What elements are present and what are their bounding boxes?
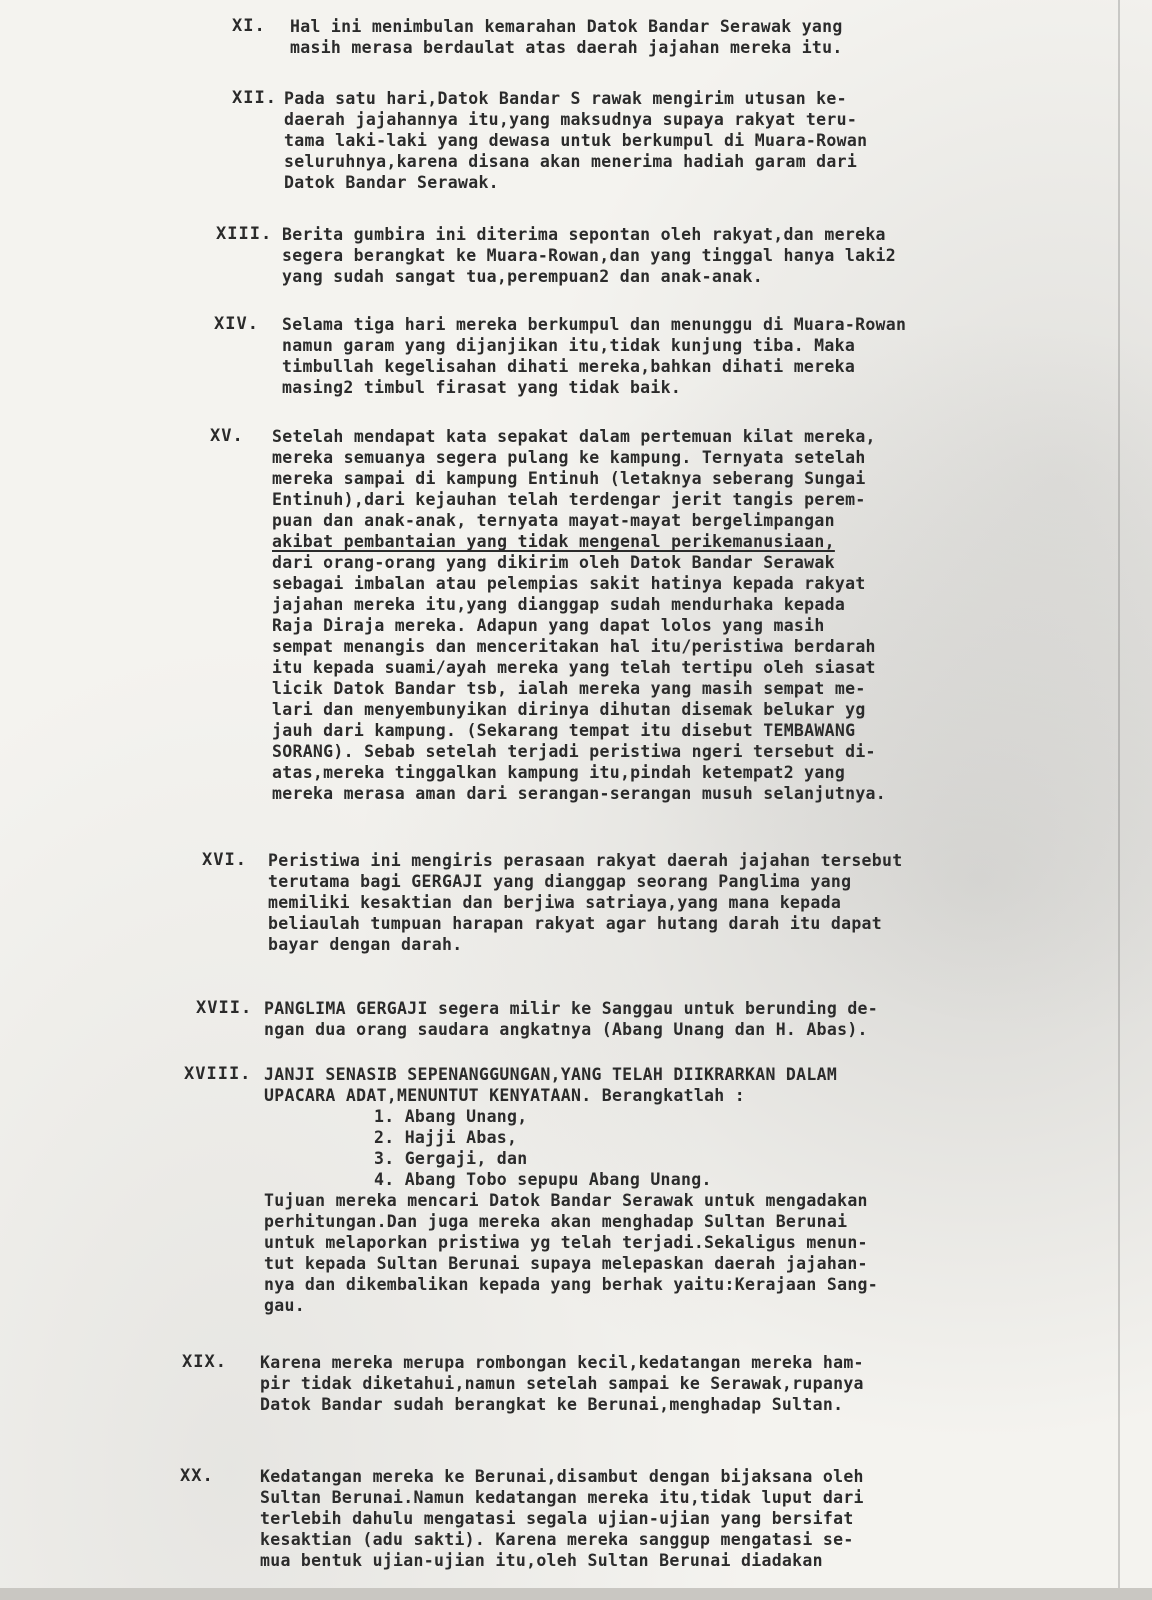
text-line: seluruhnya,karena disana akan menerima hadiah garam dari [284,152,858,171]
section-xiv [214,314,906,398]
text-line: Pada satu hari,Datok Bandar S rawak mengirim utusan ke- [284,89,847,108]
section-xvii [196,998,878,1040]
text-line: kesaktian (adu sakti). Karena mereka sanggup mengatasi se- [260,1530,854,1549]
text-line: terlebih dahulu mengatasi segala ujian-ujian yang bersifat [260,1509,854,1528]
text-line: JANJI SENASIB SEPENANGGUNGAN,YANG TELAH DIIKRARKAN DALAM [264,1065,838,1084]
text-line: tut kepada Sultan Berunai supaya melepaskan daerah jajahan- [264,1254,868,1273]
list-item: 2. Hajji Abas, [374,1128,518,1147]
text-line-underlined: akibat pembantaian yang tidak mengenal perikemanusiaan, [272,532,835,551]
text-line: licik Datok Bandar tsb, ialah mereka yang masih sempat me- [272,679,866,698]
text-line: sebagai imbalan atau pelempias sakit hatinya kepada rakyat [272,574,866,593]
text-line: pir tidak diketahui,namun setelah sampai ke Serawak,rupanya [260,1374,864,1393]
text-line: beliaulah tumpuan harapan rakyat agar hutang darah itu dapat [268,914,883,933]
text-line: bayar dengan darah. [268,935,463,954]
text-line: Karena mereka merupa rombongan kecil,kedatangan mereka ham- [260,1353,864,1372]
text-line: mereka merasa aman dari serangan-serangan musuh selanjutnya. [272,784,887,803]
section-number: XI. [232,16,266,36]
section-xiii [216,224,896,287]
text-line: memiliki kesaktian dan berjiwa satriaya,yang mana kepada [268,893,842,912]
text-line: Berita gumbira ini diterima sepontan oleh rakyat,dan mereka [282,225,886,244]
text-line: perhitungan.Dan juga mereka akan menghadap Sultan Berunai [264,1212,848,1231]
text-line: Kedatangan mereka ke Berunai,disambut dengan bijaksana oleh [260,1467,864,1486]
section-xx [180,1466,864,1571]
text-line: atas,mereka tinggalkan kampung itu,pindah ketempat2 yang [272,763,846,782]
text-line: Setelah mendapat kata sepakat dalam pertemuan kilat mereka, [272,427,876,446]
text-line: namun garam yang dijanjikan itu,tidak kunjung tiba. Maka [282,336,856,355]
text-line: Selama tiga hari mereka berkumpul dan menunggu di Muara-Rowan [282,315,907,334]
section-number: XVI. [202,850,247,870]
section-xviii [184,1064,878,1316]
text-line: Datok Bandar Serawak. [284,173,499,192]
text-line: segera berangkat ke Muara-Rowan,dan yang tinggal hanya laki2 [282,246,897,265]
text-line: Datok Bandar sudah berangkat ke Berunai,menghadap Sultan. [260,1395,844,1414]
section-number: XIX. [182,1352,227,1372]
text-line: Peristiwa ini mengiris perasaan rakyat daerah jajahan tersebut [268,851,903,870]
text-line: Raja Diraja mereka. Adapun yang dapat lolos yang masih [272,616,825,635]
list-item: 4. Abang Tobo sepupu Abang Unang. [374,1170,712,1189]
text-line: jajahan mereka itu,yang dianggap sudah mendurhaka kepada [272,595,846,614]
text-line: Sultan Berunai.Namun kedatangan mereka itu,tidak luput dari [260,1488,864,1507]
list-item: 3. Gergaji, dan [374,1149,528,1168]
text-line: ngan dua orang saudara angkatnya (Abang Unang dan H. Abas). [264,1020,868,1039]
text-line: yang sudah sangat tua,perempuan2 dan anak-anak. [282,267,763,286]
text-line: mua bentuk ujian-ujian itu,oleh Sultan Berunai diadakan [260,1551,823,1570]
text-line: itu kepada suami/ayah mereka yang telah tertipu oleh siasat [272,658,876,677]
text-line: Hal ini menimbulan kemarahan Datok Bandar Serawak yang [290,17,843,36]
text-line: sempat menangis dan menceritakan hal itu/peristiwa berdarah [272,637,876,656]
text-line: dari orang-orang yang dikirim oleh Datok Bandar Serawak [272,553,835,572]
text-line: Entinuh),dari kejauhan telah terdengar jerit tangis perem- [272,490,866,509]
section-number: XIII. [216,224,273,244]
text-line: untuk melaporkan pristiwa yg telah terjadi.Sekaligus menun- [264,1233,868,1252]
text-line: mereka semuanya segera pulang ke kampung. Ternyata setelah [272,448,866,467]
text-line: Tujuan mereka mencari Datok Bandar Serawak untuk mengadakan [264,1191,868,1210]
section-xi [232,16,843,58]
section-number: XII. [232,88,277,108]
section-xv [210,426,886,804]
list-item: 1. Abang Unang, [374,1107,528,1126]
text-line: daerah jajahannya itu,yang maksudnya supaya rakyat teru- [284,110,858,129]
text-line: tama laki-laki yang dewasa untuk berkumpul di Muara-Rowan [284,131,868,150]
text-line: PANGLIMA GERGAJI segera milir ke Sanggau untuk berunding de- [264,999,879,1018]
text-line: nya dan dikembalikan kepada yang berhak yaitu:Kerajaan Sang- [264,1275,879,1294]
scan-edge [0,1588,1152,1600]
section-xvi [202,850,903,955]
section-number: XVII. [196,998,253,1018]
text-line: masing2 timbul firasat yang tidak baik. [282,378,682,397]
text-line: masih merasa berdaulat atas daerah jajahan mereka itu. [290,38,843,57]
text-line: UPACARA ADAT,MENUNTUT KENYATAAN. Berangkatlah : [264,1086,745,1105]
section-xii [232,88,867,193]
section-number: XV. [210,426,244,446]
section-number: XIV. [214,314,259,334]
section-xix [182,1352,864,1415]
section-number: XX. [180,1466,214,1486]
text-line: lari dan menyembunyikan dirinya dihutan disemak belukar yg [272,700,866,719]
text-line: jauh dari kampung. (Sekarang tempat itu disebut TEMBAWANG [272,721,856,740]
text-line: gau. [264,1296,305,1315]
text-line: timbullah kegelisahan dihati mereka,bahkan dihati mereka [282,357,856,376]
text-line: mereka sampai di kampung Entinuh (letaknya seberang Sungai [272,469,866,488]
paper-fold [1118,0,1120,1600]
text-line: terutama bagi GERGAJI yang dianggap seorang Panglima yang [268,872,852,891]
text-line: SORANG). Sebab setelah terjadi peristiwa ngeri tersebut di- [272,742,876,761]
section-number: XVIII. [184,1064,252,1084]
text-line: puan dan anak-anak, ternyata mayat-mayat bergelimpangan [272,511,835,530]
